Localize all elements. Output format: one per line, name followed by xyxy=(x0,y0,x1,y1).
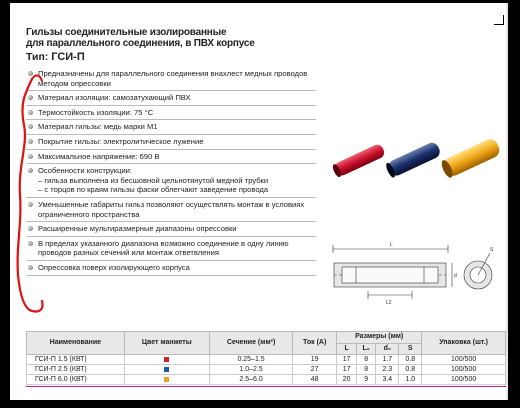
color-swatch xyxy=(164,367,169,372)
cell-l: 17 xyxy=(337,365,357,375)
cell-l2: 9 xyxy=(357,375,376,385)
title-line-2: для параллельного соединения, в ПВХ корпусе xyxy=(26,38,255,49)
cell-section: 2.5–6.0 xyxy=(209,375,292,385)
cell-section: 1.0–2.5 xyxy=(209,365,292,375)
label-s: S xyxy=(490,247,494,253)
title-line-1: Гильзы соединительные изолированные xyxy=(26,27,227,38)
blue-sleeve xyxy=(384,141,442,179)
table-row xyxy=(27,365,506,375)
th-pack: Упаковка (шт.) xyxy=(422,332,506,355)
th-name: Наименование xyxy=(27,332,125,355)
th-l2: L₂ xyxy=(357,343,376,355)
cell-l2: 8 xyxy=(357,355,376,365)
spec-table-body xyxy=(27,355,506,385)
catalog-page xyxy=(10,3,506,400)
cell-pack: 100/500 xyxy=(422,375,506,385)
feature-text: Материал гильзы: медь марки М1 xyxy=(38,122,158,132)
cell-d: 2.3 xyxy=(376,365,399,375)
feature-text: – с торцов по краям гильзы фаски облегчают заведение провода xyxy=(38,185,269,195)
feature-text: Покрытие гильзы: электролитическое лужение xyxy=(38,136,204,146)
cell-s: 0.8 xyxy=(399,355,422,365)
feature-text: Материал изоляции: самозатухающий ПВХ xyxy=(38,93,191,103)
crop-mark xyxy=(494,15,504,25)
bottom-rule xyxy=(26,386,506,387)
type-line xyxy=(26,51,85,63)
cell-l: 17 xyxy=(337,355,357,365)
cell-color xyxy=(124,355,209,365)
cell-s: 0.8 xyxy=(399,365,422,375)
cell-current: 27 xyxy=(293,365,337,375)
spec-table xyxy=(26,331,506,385)
feature-text: Расширенные мультиразмерные диапазоны опрессовки xyxy=(38,224,237,234)
th-color: Цвет манжеты xyxy=(124,332,209,355)
feature-text: В пределах указанного диапазона возможно соединение в одну линию проводов разных сечений или монтаж ответвления xyxy=(38,238,289,258)
cell-name: ГСИ-П 6.0 (КВТ) xyxy=(27,375,125,385)
feature-text: Особенности конструкции: xyxy=(38,166,133,176)
table-row xyxy=(27,375,506,385)
product-photo xyxy=(320,121,506,201)
page-edge xyxy=(506,3,508,400)
cell-pack: 100/500 xyxy=(422,365,506,375)
cell-d: 1.7 xyxy=(376,355,399,365)
th-dims: Размеры (мм) xyxy=(337,332,422,344)
cell-color xyxy=(124,375,209,385)
technical-drawing xyxy=(328,231,498,311)
red-annotation-scribble xyxy=(10,65,70,325)
red-sleeve xyxy=(331,143,386,179)
yellow-sleeve xyxy=(440,137,502,180)
feature-text: Термостойкость изоляции: 75 °С xyxy=(38,107,154,117)
cell-pack: 100/500 xyxy=(422,355,506,365)
label-l2: L2 xyxy=(386,300,392,306)
cell-d: 3.4 xyxy=(376,375,399,385)
type-label: Тип: xyxy=(26,51,49,63)
page-title xyxy=(26,27,255,49)
th-s: S xyxy=(399,343,422,355)
table-row xyxy=(27,355,506,365)
cell-l2: 8 xyxy=(357,365,376,375)
th-l: L xyxy=(337,343,357,355)
cell-color xyxy=(124,365,209,375)
cell-name: ГСИ-П 1.5 (КВТ) xyxy=(27,355,125,365)
color-swatch xyxy=(164,377,169,382)
cell-current: 48 xyxy=(293,375,337,385)
cell-s: 1.0 xyxy=(399,375,422,385)
label-l: L xyxy=(390,242,393,248)
cell-l: 20 xyxy=(337,375,357,385)
feature-text: Уменьшенные габариты гильз позволяют осуществлять монтаж в условиях ограниченного пространства xyxy=(38,199,305,219)
feature-text: – гильза выполнена из бесшовной цельнотянутой медной трубки xyxy=(38,175,269,185)
feature-text: Предназначены для параллельного соединения внахлест медных проводов методом опрессовки xyxy=(38,69,308,88)
type-code: ГСИ-П xyxy=(51,51,85,63)
label-d: d xyxy=(454,273,457,279)
color-swatch xyxy=(164,357,169,362)
cell-name: ГСИ-П 2.5 (КВТ) xyxy=(27,365,125,375)
cell-current: 19 xyxy=(293,355,337,365)
feature-text: Опрессовка поверх изолирующего корпуса xyxy=(38,262,190,272)
th-section: Сечение (мм²) xyxy=(209,332,292,355)
cell-section: 0.25–1.5 xyxy=(209,355,292,365)
th-d: d₀ xyxy=(376,343,399,355)
feature-text: Максимальное напряжение: 690 В xyxy=(38,151,160,161)
th-current: Ток (А) xyxy=(293,332,337,355)
